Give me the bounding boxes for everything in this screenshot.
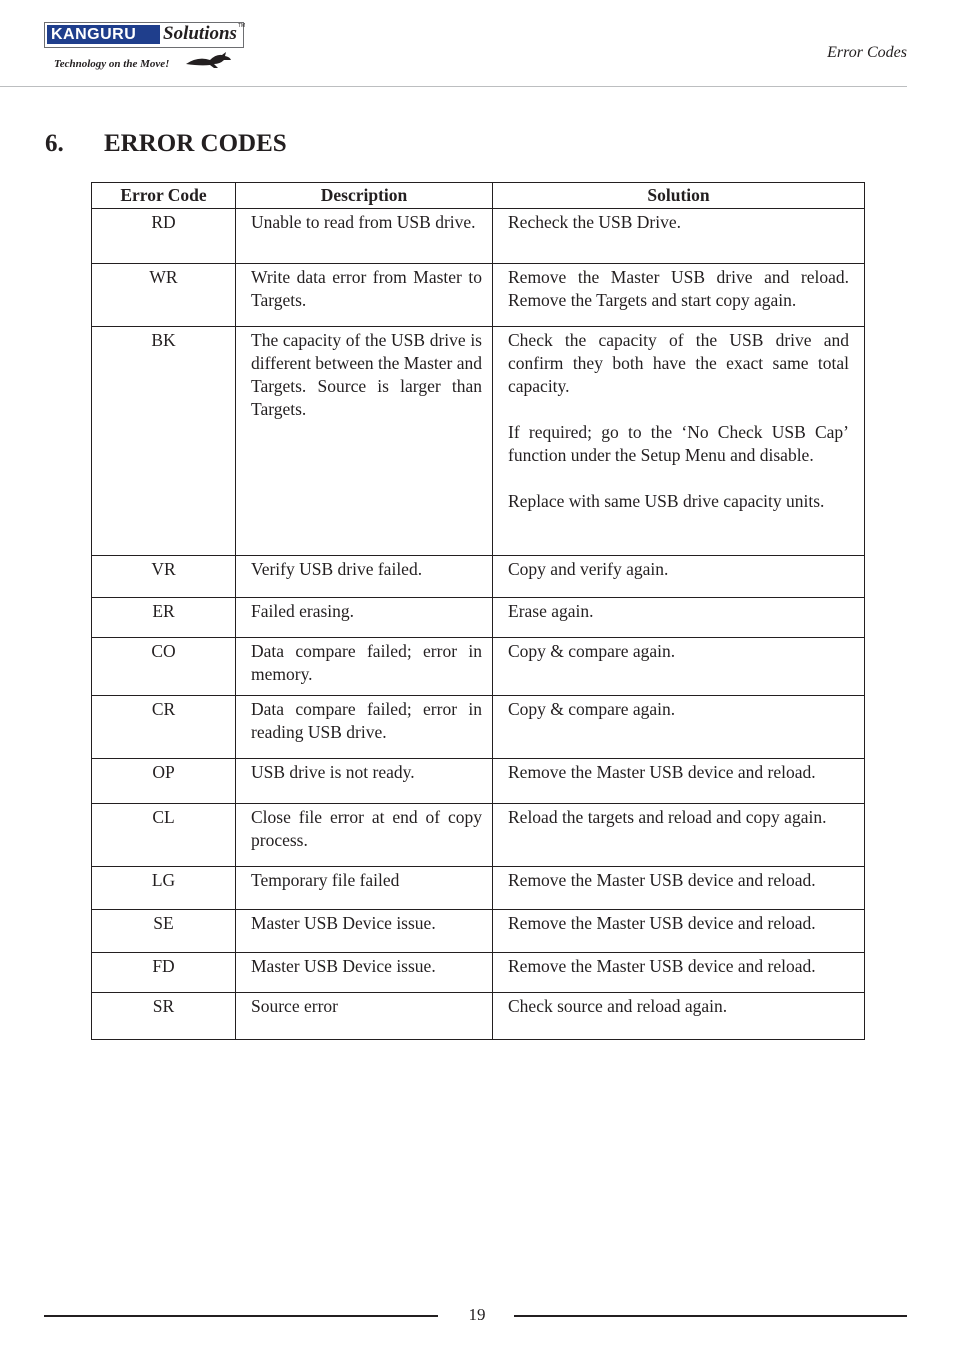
error-code-cell: CO [92,638,236,696]
description-cell: Close file error at end of copy process. [236,804,493,867]
section-heading: ERROR CODES [104,130,287,157]
page-number: 19 [468,1305,486,1324]
logo-suffix: Solutions [163,23,237,44]
error-code-cell: RD [92,209,236,264]
error-code-cell: FD [92,953,236,993]
description-cell: Verify USB drive failed. [236,556,493,598]
running-header: Error Codes [827,44,907,61]
table-row [92,264,865,327]
table-row [92,910,865,953]
description-cell: The capacity of the USB drive is different between the Master and Targets. Source is larger than Targets. [236,327,493,556]
table-row [92,953,865,993]
table-row [92,598,865,638]
table-row [92,867,865,910]
solution-cell: Remove the Master USB device and reload. [493,867,865,910]
solution-cell: Erase again. [493,598,865,638]
header-divider [0,86,907,87]
description-cell: USB drive is not ready. [236,759,493,804]
description-cell: Source error [236,993,493,1040]
table-row [92,556,865,598]
column-header-solution: Solution [493,183,865,209]
logo-brand: KANGURU [47,25,160,44]
description-cell: Unable to read from USB drive. [236,209,493,264]
table-row [92,759,865,804]
error-code-cell: LG [92,867,236,910]
table-row [92,993,865,1040]
error-code-cell: VR [92,556,236,598]
table-row [92,327,865,556]
error-code-cell: ER [92,598,236,638]
table-row [92,638,865,696]
error-code-cell: BK [92,327,236,556]
solution-cell: Remove the Master USB device and reload. [493,759,865,804]
description-cell: Master USB Device issue. [236,953,493,993]
solution-cell: Check the capacity of the USB drive and confirm they both have the exact same total capacity. If required; go to the ‘No Check USB Cap’ function under the Setup Menu and disable. Replace with same USB drive capacity units. [493,327,865,556]
description-cell: Write data error from Master to Targets. [236,264,493,327]
logo-tagline: Technology on the Move! [54,58,170,70]
solution-cell: Remove the Master USB device and reload. [493,953,865,993]
solution-cell: Copy & compare again. [493,696,865,759]
footer-rule-left [44,1315,438,1317]
error-code-cell: CR [92,696,236,759]
solution-cell: Copy & compare again. [493,638,865,696]
description-cell: Failed erasing. [236,598,493,638]
footer-rule-right [514,1315,907,1317]
kangaroo-icon [184,50,234,70]
description-cell: Data compare failed; error in memory. [236,638,493,696]
column-header-description: Description [236,183,493,209]
table-header-row [92,183,865,209]
column-header-error-code: Error Code [92,183,236,209]
solution-cell: Check source and reload again. [493,993,865,1040]
solution-cell: Copy and verify again. [493,556,865,598]
table-row [92,209,865,264]
section-number: 6. [45,130,64,157]
error-codes-table [91,182,865,1040]
kanguru-logo [44,22,248,74]
error-code-cell: CL [92,804,236,867]
description-cell: Master USB Device issue. [236,910,493,953]
section-title [45,130,287,158]
solution-cell: Remove the Master USB drive and reload. Remove the Targets and start copy again. [493,264,865,327]
error-code-cell: OP [92,759,236,804]
solution-cell: Reload the targets and reload and copy again. [493,804,865,867]
solution-cell: Remove the Master USB device and reload. [493,910,865,953]
error-code-cell: SE [92,910,236,953]
description-cell: Temporary file failed [236,867,493,910]
error-code-cell: SR [92,993,236,1040]
logo-trademark: TM [238,23,246,29]
solution-cell: Recheck the USB Drive. [493,209,865,264]
description-cell: Data compare failed; error in reading USB drive. [236,696,493,759]
table-row [92,804,865,867]
error-code-cell: WR [92,264,236,327]
table-row [92,696,865,759]
